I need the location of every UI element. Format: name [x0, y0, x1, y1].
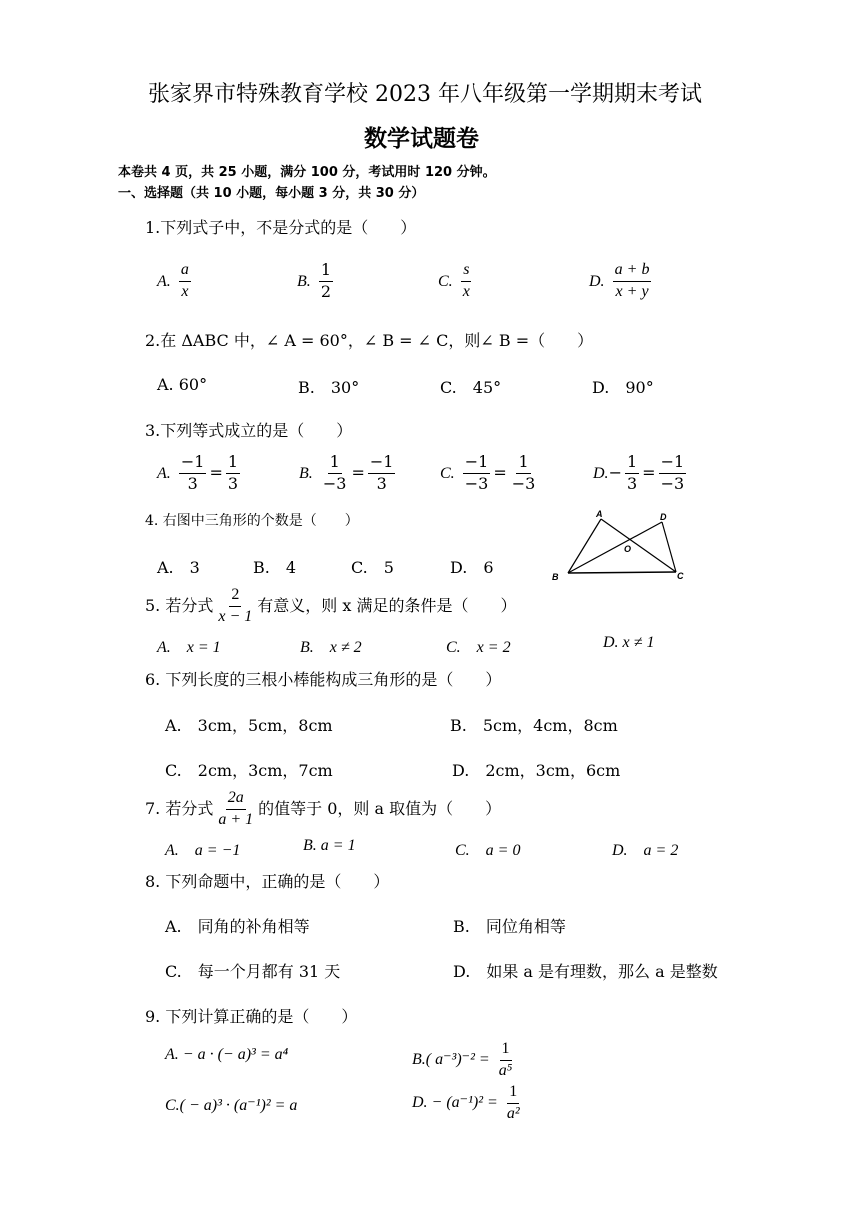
label-c: C	[677, 571, 684, 581]
q2-stem: 2.在 ΔABC 中，∠ A = 60°，∠ B = ∠ C，则∠ B =（ ）	[145, 331, 594, 350]
exam-title: 张家界市特殊教育学校 2023 年八年级第一学期期末考试	[148, 82, 702, 107]
label-o: O	[624, 544, 632, 554]
q1-option-b: B. $\frac{1}{2}$	[297, 260, 332, 301]
q9-option-a: A. − a · (− a)³ = a⁴	[165, 1046, 289, 1063]
label-b: B	[552, 572, 559, 582]
q5-option-a: A. x = 1	[157, 639, 221, 656]
q4-option-c: C. 5	[351, 558, 394, 577]
q3-option-b: B. $\frac{1}{-3}$ = $\frac{-1}{3}$	[299, 452, 394, 493]
q8-stem: 8. 下列命题中，正确的是（ ）	[145, 872, 390, 891]
q8-option-a: A. 同角的补角相等	[165, 917, 310, 936]
q8-option-d: D. 如果 a 是有理数，那么 a 是整数	[453, 962, 718, 981]
segment-ab	[568, 519, 601, 573]
q1-option-c: C. $\frac{s}{x}$	[438, 261, 470, 300]
q7-option-a: A. a = −1	[165, 842, 241, 859]
q2-option-d: D. 90°	[592, 378, 654, 397]
segment-bd	[568, 522, 662, 573]
q5-option-b: B. x ≠ 2	[300, 639, 362, 656]
triangle-figure	[548, 505, 698, 585]
q6-option-b: B. 5cm，4cm，8cm	[450, 716, 618, 735]
q4-option-d: D. 6	[450, 558, 494, 577]
q1-option-d: D. $\frac{a + b}{x + y}$	[589, 261, 650, 300]
q9-stem: 9. 下列计算正确的是（ ）	[145, 1007, 358, 1026]
q5-stem: 5. 若分式 $\frac{2}{x - 1}$ 有意义，则 x 满足的条件是（ ）	[145, 586, 517, 625]
q3-option-c: C. $\frac{-1}{-3}$ = $\frac{1}{-3}$	[440, 452, 536, 493]
q5-option-c: C. x = 2	[446, 639, 511, 656]
q6-option-d: D. 2cm，3cm，6cm	[452, 761, 621, 780]
q3-stem: 3.下列等式成立的是（ ）	[145, 421, 353, 440]
q5-option-d: D. x ≠ 1	[603, 634, 655, 651]
exam-info: 本卷共 4 页，共 25 小题，满分 100 分，考试用时 120 分钟。	[118, 165, 496, 180]
exam-subtitle: 数学试题卷	[364, 125, 479, 152]
q7-option-b: B. a = 1	[303, 837, 356, 854]
segment-bc	[568, 572, 676, 573]
q6-option-c: C. 2cm，3cm，7cm	[165, 761, 333, 780]
section-title: 一、选择题（共 10 小题，每小题 3 分，共 30 分）	[118, 186, 425, 201]
label-a: A	[596, 509, 603, 519]
q4-option-a: A. 3	[157, 558, 200, 577]
q7-option-c: C. a = 0	[455, 842, 521, 859]
q6-stem: 6. 下列长度的三根小棒能构成三角形的是（ ）	[145, 670, 502, 689]
q6-option-a: A. 3cm，5cm，8cm	[165, 716, 333, 735]
q7-option-d: D. a = 2	[612, 842, 679, 859]
q9-option-b: B.( a⁻³)⁻² = $\frac{1}{\text{a⁵}}$	[412, 1040, 513, 1079]
q2-option-a: A. 60°	[157, 375, 208, 394]
segment-dc	[662, 522, 676, 572]
segment-ac	[601, 519, 676, 572]
q2-option-c: C. 45°	[440, 378, 502, 397]
q9-option-c: C.( − a)³ · (a⁻¹)² = a	[165, 1097, 298, 1114]
q8-option-b: B. 同位角相等	[453, 917, 566, 936]
q7-stem: 7. 若分式 $\frac{2a}{a + 1}$ 的值等于 0，则 a 取值为（ ）	[145, 789, 502, 828]
q1-stem: 1.下列式子中，不是分式的是（ ）	[145, 218, 417, 237]
q9-option-d: D. − (a⁻¹)² = $\frac{1}{\text{a²}}$	[412, 1083, 520, 1122]
q4-stem: 4. 右图中三角形的个数是（ ）	[145, 513, 359, 529]
q3-option-a: A. $\frac{-1}{3}$ = $\frac{1}{3}$	[157, 452, 239, 493]
q3-option-d: D.− $\frac{1}{3}$ = $\frac{-1}{-3}$	[593, 452, 685, 493]
q4-option-b: B. 4	[253, 558, 297, 577]
q1-option-a: A. $\frac{a}{x}$	[157, 261, 189, 300]
label-d: D	[660, 512, 667, 522]
q8-option-c: C. 每一个月都有 31 天	[165, 962, 341, 981]
q2-option-b: B. 30°	[298, 378, 360, 397]
